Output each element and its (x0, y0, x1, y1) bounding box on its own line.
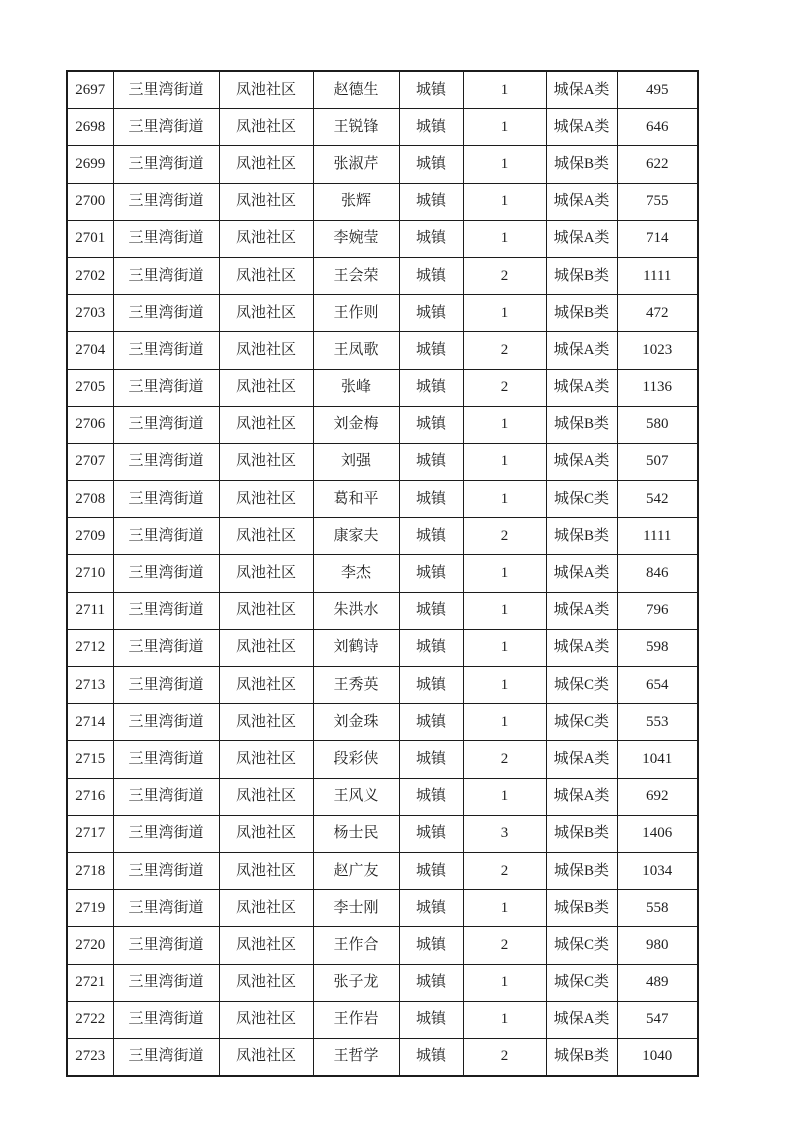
cell-community: 凤池社区 (219, 704, 313, 741)
table-body (67, 71, 698, 1076)
cell-amount: 692 (617, 778, 698, 815)
cell-category: 城保B类 (546, 146, 617, 183)
cell-household-type: 城镇 (399, 220, 463, 257)
table-row (67, 592, 698, 629)
cell-category: 城保A类 (546, 332, 617, 369)
cell-amount: 472 (617, 295, 698, 332)
cell-amount: 846 (617, 555, 698, 592)
cell-serial-number: 2707 (67, 443, 113, 480)
table-row (67, 890, 698, 927)
cell-household-type: 城镇 (399, 146, 463, 183)
cell-community: 凤池社区 (219, 927, 313, 964)
cell-street: 三里湾街道 (113, 257, 219, 294)
cell-community: 凤池社区 (219, 109, 313, 146)
cell-community: 凤池社区 (219, 1038, 313, 1076)
cell-category: 城保A类 (546, 369, 617, 406)
cell-street: 三里湾街道 (113, 481, 219, 518)
cell-person-count: 2 (463, 518, 546, 555)
table-row (67, 667, 698, 704)
cell-amount: 1111 (617, 257, 698, 294)
cell-person-count: 2 (463, 369, 546, 406)
table-row (67, 257, 698, 294)
cell-serial-number: 2708 (67, 481, 113, 518)
cell-amount: 542 (617, 481, 698, 518)
cell-person-name: 张淑芹 (313, 146, 399, 183)
cell-category: 城保A类 (546, 778, 617, 815)
table-row (67, 555, 698, 592)
benefits-table (66, 70, 699, 1077)
cell-street: 三里湾街道 (113, 629, 219, 666)
cell-person-name: 王作则 (313, 295, 399, 332)
cell-street: 三里湾街道 (113, 183, 219, 220)
cell-person-count: 2 (463, 257, 546, 294)
cell-person-name: 王会荣 (313, 257, 399, 294)
cell-category: 城保B类 (546, 1038, 617, 1076)
table-row (67, 443, 698, 480)
cell-serial-number: 2715 (67, 741, 113, 778)
cell-community: 凤池社区 (219, 257, 313, 294)
cell-person-count: 1 (463, 406, 546, 443)
cell-household-type: 城镇 (399, 629, 463, 666)
table-row (67, 183, 698, 220)
cell-community: 凤池社区 (219, 146, 313, 183)
cell-person-name: 王作岩 (313, 1001, 399, 1038)
cell-serial-number: 2701 (67, 220, 113, 257)
cell-category: 城保B类 (546, 406, 617, 443)
cell-serial-number: 2705 (67, 369, 113, 406)
cell-person-name: 王锐锋 (313, 109, 399, 146)
cell-person-count: 1 (463, 146, 546, 183)
cell-person-count: 1 (463, 964, 546, 1001)
cell-street: 三里湾街道 (113, 667, 219, 704)
cell-person-count: 1 (463, 443, 546, 480)
cell-household-type: 城镇 (399, 704, 463, 741)
table-row (67, 1038, 698, 1076)
cell-street: 三里湾街道 (113, 71, 219, 109)
table-row (67, 927, 698, 964)
cell-community: 凤池社区 (219, 592, 313, 629)
cell-street: 三里湾街道 (113, 890, 219, 927)
cell-category: 城保C类 (546, 481, 617, 518)
cell-category: 城保B类 (546, 518, 617, 555)
cell-serial-number: 2711 (67, 592, 113, 629)
cell-household-type: 城镇 (399, 369, 463, 406)
cell-person-name: 李杰 (313, 555, 399, 592)
cell-amount: 646 (617, 109, 698, 146)
cell-category: 城保B类 (546, 815, 617, 852)
cell-person-name: 张辉 (313, 183, 399, 220)
cell-category: 城保A类 (546, 109, 617, 146)
cell-amount: 489 (617, 964, 698, 1001)
cell-community: 凤池社区 (219, 71, 313, 109)
cell-amount: 714 (617, 220, 698, 257)
cell-household-type: 城镇 (399, 406, 463, 443)
cell-community: 凤池社区 (219, 964, 313, 1001)
cell-community: 凤池社区 (219, 667, 313, 704)
table-row (67, 220, 698, 257)
cell-amount: 1023 (617, 332, 698, 369)
cell-household-type: 城镇 (399, 481, 463, 518)
cell-person-count: 1 (463, 71, 546, 109)
cell-amount: 598 (617, 629, 698, 666)
table-row (67, 146, 698, 183)
cell-household-type: 城镇 (399, 741, 463, 778)
cell-community: 凤池社区 (219, 890, 313, 927)
cell-community: 凤池社区 (219, 183, 313, 220)
cell-amount: 580 (617, 406, 698, 443)
cell-person-count: 1 (463, 704, 546, 741)
cell-community: 凤池社区 (219, 815, 313, 852)
cell-serial-number: 2713 (67, 667, 113, 704)
cell-street: 三里湾街道 (113, 332, 219, 369)
cell-amount: 1136 (617, 369, 698, 406)
cell-household-type: 城镇 (399, 1001, 463, 1038)
cell-street: 三里湾街道 (113, 555, 219, 592)
cell-person-count: 1 (463, 109, 546, 146)
cell-street: 三里湾街道 (113, 815, 219, 852)
cell-street: 三里湾街道 (113, 964, 219, 1001)
cell-person-count: 1 (463, 629, 546, 666)
cell-person-name: 段彩侠 (313, 741, 399, 778)
cell-community: 凤池社区 (219, 295, 313, 332)
cell-serial-number: 2714 (67, 704, 113, 741)
cell-person-count: 1 (463, 295, 546, 332)
table-row (67, 815, 698, 852)
cell-amount: 654 (617, 667, 698, 704)
cell-serial-number: 2700 (67, 183, 113, 220)
table-row (67, 369, 698, 406)
cell-person-count: 2 (463, 741, 546, 778)
cell-serial-number: 2720 (67, 927, 113, 964)
cell-person-name: 王作合 (313, 927, 399, 964)
cell-community: 凤池社区 (219, 741, 313, 778)
cell-category: 城保C类 (546, 704, 617, 741)
cell-street: 三里湾街道 (113, 741, 219, 778)
cell-person-name: 李婉莹 (313, 220, 399, 257)
cell-household-type: 城镇 (399, 927, 463, 964)
cell-household-type: 城镇 (399, 592, 463, 629)
cell-community: 凤池社区 (219, 555, 313, 592)
cell-serial-number: 2702 (67, 257, 113, 294)
cell-person-count: 3 (463, 815, 546, 852)
cell-amount: 796 (617, 592, 698, 629)
cell-serial-number: 2723 (67, 1038, 113, 1076)
cell-category: 城保B类 (546, 257, 617, 294)
cell-household-type: 城镇 (399, 852, 463, 889)
cell-person-name: 杨士民 (313, 815, 399, 852)
cell-street: 三里湾街道 (113, 109, 219, 146)
cell-serial-number: 2698 (67, 109, 113, 146)
cell-household-type: 城镇 (399, 71, 463, 109)
cell-category: 城保B类 (546, 890, 617, 927)
table-row (67, 852, 698, 889)
cell-street: 三里湾街道 (113, 220, 219, 257)
cell-serial-number: 2704 (67, 332, 113, 369)
cell-person-count: 2 (463, 927, 546, 964)
table-row (67, 332, 698, 369)
cell-category: 城保A类 (546, 592, 617, 629)
table-row (67, 406, 698, 443)
cell-amount: 495 (617, 71, 698, 109)
cell-person-count: 1 (463, 555, 546, 592)
cell-category: 城保A类 (546, 443, 617, 480)
cell-household-type: 城镇 (399, 1038, 463, 1076)
cell-serial-number: 2706 (67, 406, 113, 443)
cell-household-type: 城镇 (399, 555, 463, 592)
cell-community: 凤池社区 (219, 443, 313, 480)
cell-person-name: 张峰 (313, 369, 399, 406)
cell-street: 三里湾街道 (113, 443, 219, 480)
cell-amount: 547 (617, 1001, 698, 1038)
cell-serial-number: 2712 (67, 629, 113, 666)
cell-category: 城保C类 (546, 667, 617, 704)
cell-household-type: 城镇 (399, 332, 463, 369)
cell-category: 城保C类 (546, 927, 617, 964)
cell-category: 城保A类 (546, 629, 617, 666)
cell-person-count: 2 (463, 332, 546, 369)
table-row (67, 518, 698, 555)
cell-street: 三里湾街道 (113, 927, 219, 964)
table-row (67, 1001, 698, 1038)
cell-amount: 507 (617, 443, 698, 480)
cell-household-type: 城镇 (399, 890, 463, 927)
cell-street: 三里湾街道 (113, 1001, 219, 1038)
cell-category: 城保A类 (546, 71, 617, 109)
cell-community: 凤池社区 (219, 369, 313, 406)
cell-serial-number: 2717 (67, 815, 113, 852)
table-row (67, 704, 698, 741)
cell-street: 三里湾街道 (113, 592, 219, 629)
cell-household-type: 城镇 (399, 257, 463, 294)
cell-person-count: 2 (463, 1038, 546, 1076)
table-row (67, 964, 698, 1001)
cell-household-type: 城镇 (399, 964, 463, 1001)
cell-person-name: 朱洪水 (313, 592, 399, 629)
cell-person-name: 赵广友 (313, 852, 399, 889)
cell-person-count: 1 (463, 778, 546, 815)
cell-household-type: 城镇 (399, 183, 463, 220)
cell-serial-number: 2699 (67, 146, 113, 183)
cell-person-name: 李士刚 (313, 890, 399, 927)
cell-street: 三里湾街道 (113, 406, 219, 443)
cell-person-name: 王哲学 (313, 1038, 399, 1076)
cell-serial-number: 2718 (67, 852, 113, 889)
cell-person-name: 王凤歌 (313, 332, 399, 369)
cell-community: 凤池社区 (219, 518, 313, 555)
cell-street: 三里湾街道 (113, 518, 219, 555)
cell-person-count: 2 (463, 852, 546, 889)
cell-street: 三里湾街道 (113, 369, 219, 406)
cell-amount: 553 (617, 704, 698, 741)
cell-household-type: 城镇 (399, 295, 463, 332)
cell-amount: 755 (617, 183, 698, 220)
table-row (67, 71, 698, 109)
cell-serial-number: 2697 (67, 71, 113, 109)
cell-household-type: 城镇 (399, 443, 463, 480)
cell-amount: 1406 (617, 815, 698, 852)
table-row (67, 778, 698, 815)
cell-person-name: 刘金珠 (313, 704, 399, 741)
table-row (67, 295, 698, 332)
cell-amount: 1034 (617, 852, 698, 889)
cell-person-count: 1 (463, 481, 546, 518)
cell-street: 三里湾街道 (113, 704, 219, 741)
cell-person-name: 王秀英 (313, 667, 399, 704)
cell-street: 三里湾街道 (113, 852, 219, 889)
cell-serial-number: 2703 (67, 295, 113, 332)
cell-street: 三里湾街道 (113, 295, 219, 332)
cell-serial-number: 2716 (67, 778, 113, 815)
cell-person-count: 1 (463, 220, 546, 257)
cell-community: 凤池社区 (219, 406, 313, 443)
cell-category: 城保B类 (546, 852, 617, 889)
cell-person-name: 王风义 (313, 778, 399, 815)
cell-community: 凤池社区 (219, 778, 313, 815)
cell-person-name: 刘金梅 (313, 406, 399, 443)
table-row (67, 741, 698, 778)
cell-serial-number: 2719 (67, 890, 113, 927)
cell-street: 三里湾街道 (113, 146, 219, 183)
cell-street: 三里湾街道 (113, 778, 219, 815)
cell-community: 凤池社区 (219, 852, 313, 889)
cell-person-name: 赵德生 (313, 71, 399, 109)
cell-amount: 622 (617, 146, 698, 183)
cell-person-count: 1 (463, 667, 546, 704)
cell-category: 城保A类 (546, 220, 617, 257)
cell-serial-number: 2722 (67, 1001, 113, 1038)
cell-category: 城保A类 (546, 555, 617, 592)
table-row (67, 629, 698, 666)
cell-household-type: 城镇 (399, 815, 463, 852)
cell-community: 凤池社区 (219, 332, 313, 369)
cell-person-count: 1 (463, 890, 546, 927)
cell-household-type: 城镇 (399, 667, 463, 704)
cell-street: 三里湾街道 (113, 1038, 219, 1076)
cell-person-count: 1 (463, 1001, 546, 1038)
cell-person-name: 张子龙 (313, 964, 399, 1001)
cell-community: 凤池社区 (219, 220, 313, 257)
cell-person-count: 1 (463, 183, 546, 220)
cell-category: 城保C类 (546, 964, 617, 1001)
cell-household-type: 城镇 (399, 109, 463, 146)
cell-category: 城保A类 (546, 1001, 617, 1038)
cell-person-name: 刘鹤诗 (313, 629, 399, 666)
cell-person-name: 康家夫 (313, 518, 399, 555)
cell-community: 凤池社区 (219, 629, 313, 666)
cell-household-type: 城镇 (399, 778, 463, 815)
table-row (67, 481, 698, 518)
cell-category: 城保A类 (546, 741, 617, 778)
table-row (67, 109, 698, 146)
cell-community: 凤池社区 (219, 1001, 313, 1038)
cell-amount: 1040 (617, 1038, 698, 1076)
cell-amount: 980 (617, 927, 698, 964)
cell-amount: 558 (617, 890, 698, 927)
cell-amount: 1111 (617, 518, 698, 555)
cell-amount: 1041 (617, 741, 698, 778)
cell-household-type: 城镇 (399, 518, 463, 555)
cell-person-count: 1 (463, 592, 546, 629)
cell-community: 凤池社区 (219, 481, 313, 518)
cell-serial-number: 2710 (67, 555, 113, 592)
cell-category: 城保A类 (546, 183, 617, 220)
cell-person-name: 葛和平 (313, 481, 399, 518)
cell-category: 城保B类 (546, 295, 617, 332)
cell-serial-number: 2709 (67, 518, 113, 555)
cell-serial-number: 2721 (67, 964, 113, 1001)
cell-person-name: 刘强 (313, 443, 399, 480)
